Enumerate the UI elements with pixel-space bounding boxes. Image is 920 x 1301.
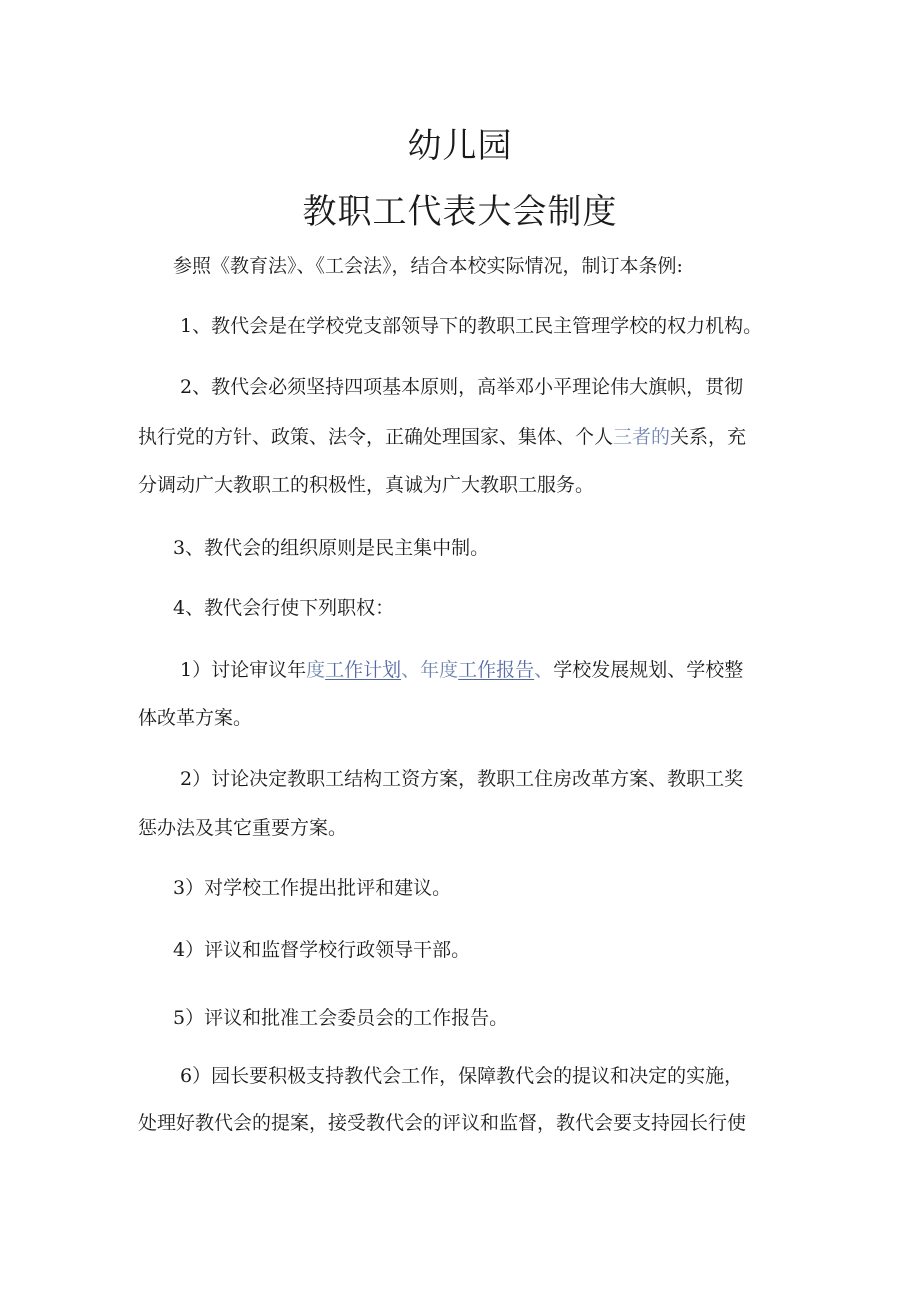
item-3: 3、教代会的组织原则是民主集中制。 [173,537,490,559]
sub-item-1-text-e: 度 [439,659,459,681]
sub-item-1-text-b: 度 [306,659,326,681]
item-2-line1: 2、教代会必须坚持四项基本原则，高举邓小平理论伟大旗帜，贯彻 [180,376,744,398]
sub-item-1-text-g: 、 [534,659,554,681]
sub-item-6-line1: 6）园长要积极支持教代会工作，保障教代会的提议和决定的实施， [180,1065,744,1087]
annual-work-plan-link[interactable]: 工作计划 [325,659,402,681]
item-2-line3: 分调动广大教职工的积极性，真诚为广大教职工服务。 [138,474,595,496]
sub-item-2-line2: 惩办法及其它重要方案。 [138,817,348,839]
item-2-highlight: 三者的 [613,426,671,448]
item-1: 1、教代会是在学校党支部领导下的教职工民主管理学校的权力机构。 [180,315,763,337]
sub-item-1-line1 [180,658,743,682]
sub-item-6-line2: 处理好教代会的提案，接受教代会的评议和监督，教代会要支持园长行使 [138,1112,747,1134]
sub-item-1-text-h: 学校发展规划、学校整 [553,659,744,681]
annual-work-report-link[interactable]: 工作报告 [458,659,535,681]
item-2-line2-text-c: 关系，充 [670,426,747,448]
sub-item-2-line1: 2）讨论决定教职工结构工资方案，教职工住房改革方案、教职工奖 [180,768,744,790]
item-2-line2 [138,425,746,449]
intro-paragraph: 参照《教育法》、《工会法》，结合本校实际情况，制订本条例: [173,255,683,277]
sub-item-3: 3）对学校工作提出批评和建议。 [173,877,452,899]
document-title-line2: 教职工代表大会制度 [302,192,618,232]
sub-item-1-text-a: 1）讨论审议年 [180,659,307,681]
document-title-line1: 幼儿园 [407,126,513,166]
sub-item-5: 5）评议和批准工会委员会的工作报告。 [173,1007,509,1029]
sub-item-1-text-d: 、年 [401,659,440,681]
sub-item-4: 4）评议和监督学校行政领导干部。 [173,939,471,961]
sub-item-1-line2: 体改革方案。 [138,707,253,729]
item-2-line2-text-a: 执行党的方针、政策、法令，正确处理国家、集体、个人 [138,426,614,448]
item-4: 4、教代会行使下列职权： [173,597,395,619]
